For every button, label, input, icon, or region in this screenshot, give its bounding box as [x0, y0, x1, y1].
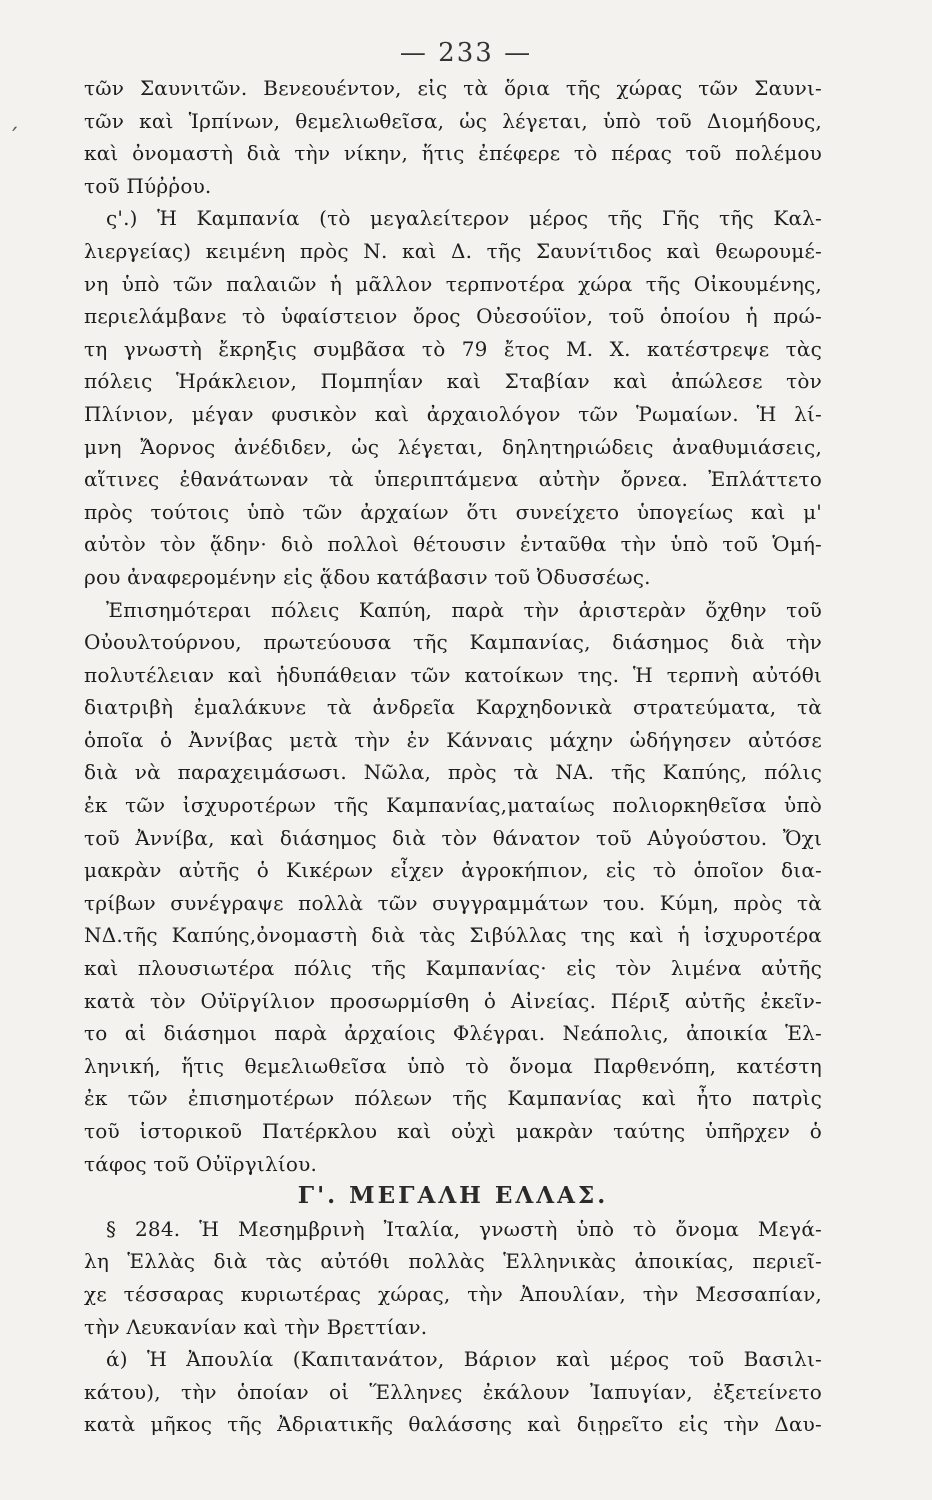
text-line: ΝΔ.τῆς Καπύης,ὀνομαστὴ διὰ τὰς Σιβύλλας της καὶ ἡ ἰσχυροτέρα — [84, 923, 822, 948]
text-line: το αἱ διάσημοι παρὰ ἀρχαίοις Φλέγραι. Νεάπολις, ἀποικία Ἑλ- — [84, 1021, 822, 1046]
text-line: τάφος τοῦ Οὐϊργιλίου. — [84, 1151, 318, 1176]
text-line: πολυτέλειαν καὶ ἡδυπάθειαν τῶν κατοίκων της. Ἡ τερπνὴ αὐτόθι — [84, 662, 822, 687]
text-line: τη γνωστὴ ἔκρηξις συμβᾶσα τὸ 79 ἔτος Μ. Χ. κατέστρεψε τὰς — [84, 336, 822, 361]
text-line: μνη Ἄορνος ἀνέδιδεν, ὡς λέγεται, δηλητηριώδεις ἀναθυμιάσεις, — [84, 434, 822, 459]
text-line: § 284. Ἡ Μεσημβρινὴ Ἰταλία, γνωστὴ ὑπὸ τὸ ὄνομα Μεγά- — [106, 1216, 822, 1241]
text-line: τῶν Σαυνιτῶν. Βενεουέντον, εἰς τὰ ὅρια τῆς χώρας τῶν Σαυνι- — [84, 76, 822, 100]
text-line: τὴν Λευκανίαν καὶ τὴν Βρεττίαν. — [84, 1314, 428, 1339]
text-line: διὰ νὰ παραχειμάσωσι. Νῶλα, πρὸς τὰ ΝΑ. τῆς Καπύης, πόλις — [84, 760, 822, 785]
text-line: ρου ἀναφερομένην εἰς ᾅδου κατάβασιν τοῦ Ὀδυσσέως. — [84, 564, 651, 589]
text-line: λιεργείας) κειμένη πρὸς Ν. καὶ Δ. τῆς Σαυνίτιδος καὶ θεωρουμέ- — [84, 238, 822, 263]
text-line: ὁποῖα ὁ Ἀννίβας μετὰ τὴν ἐν Κάνναις μάχην ὡδήγησεν αὐτόσε — [84, 727, 822, 752]
text-line: ά) Ἡ Ἀπουλία (Καπιτανάτον, Βάριον καὶ μέρος τοῦ Βασιλι- — [106, 1347, 822, 1372]
text-line: χε τέσσαρας κυριωτέρας χώρας, τὴν Ἀπουλίαν, τὴν Μεσσαπίαν, — [84, 1281, 822, 1306]
text-line: κατὰ μῆκος τῆς Ἀδριατικῆς θαλάσσης καὶ διῃρεῖτο εἰς τὴν Δαυ- — [84, 1412, 822, 1437]
text-line: διατριβὴ ἐμαλάκυνε τὰ ἀνδρεῖα Καρχηδονικὰ στρατεύματα, τὰ — [84, 695, 822, 720]
page-number: — 233 — — [399, 38, 533, 68]
text-line: τῶν καὶ Ἱρπίνων, θεμελιωθεῖσα, ὡς λέγεται, ὑπὸ τοῦ Διομήδους, — [84, 108, 822, 133]
text-line: ἐκ τῶν ἰσχυροτέρων τῆς Καμπανίας,ματαίως πολιορκηθεῖσα ὑπὸ — [84, 793, 822, 818]
text-line: ἐκ τῶν ἐπισημοτέρων πόλεων τῆς Καμπανίας καὶ ἦτο πατρὶς — [84, 1086, 822, 1111]
text-line: τρίβων συνέγραψε πολλὰ τῶν συγγραμμάτων του. Κύμη, πρὸς τὰ — [84, 890, 822, 915]
text-line: τοῦ Ἀννίβα, καὶ διάσημος διὰ τὸν θάνατον τοῦ Αὐγούστου. Ὄχι — [84, 825, 822, 850]
text-line: ς'.) Ἡ Καμπανία (τὸ μεγαλείτερον μέρος τῆς Γῆς τῆς Καλ- — [106, 206, 822, 231]
text-line: λη Ἑλλὰς διὰ τὰς αὐτόθι πολλὰς Ἑλληνικὰς ἀποικίας, περιεῖ- — [84, 1249, 822, 1274]
text-line: Οὐουλτούρνου, πρωτεύουσα τῆς Καμπανίας, διάσημος διὰ τὴν — [84, 630, 822, 655]
text-line: Πλίνιον, μέγαν φυσικὸν καὶ ἀρχαιολόγον τῶν Ῥωμαίων. Ἡ λί- — [84, 401, 822, 426]
text-line: περιελάμβανε τὸ ὑφαίστειον ὄρος Οὐεσούϊον, τοῦ ὁποίου ἡ πρώ- — [84, 304, 822, 329]
text-line: μακρὰν αὐτῆς ὁ Κικέρων εἶχεν ἀγροκήπιον, εἰς τὸ ὁποῖον δια- — [84, 858, 822, 883]
text-line: κάτου), τὴν ὁποίαν οἱ Ἕλληνες ἐκάλουν Ἰαπυγίαν, ἐξετείνετο — [84, 1379, 822, 1404]
text-line: πρὸς τούτοις ὑπὸ τῶν ἀρχαίων ὅτι συνείχετο ὑπογείως καὶ μ' — [84, 499, 822, 524]
text-line: αὐτὸν τὸν ᾅδην· διὸ πολλοὶ θέτουσιν ἐνταῦθα τὴν ὑπὸ τοῦ Ὁμή- — [84, 532, 822, 557]
text-line: τοῦ Πύῤῥου. — [84, 173, 212, 198]
text-line: καὶ πλουσιωτέρα πόλις τῆς Καμπανίας· εἰς τὸν λιμένα αὐτῆς — [84, 956, 822, 981]
body-text — [84, 72, 822, 1441]
text-line: νη ὑπὸ τῶν παλαιῶν ἡ μᾶλλον τερπνοτέρα χώρα τῆς Οἰκουμένης, — [84, 271, 822, 296]
text-line: Ἐπισημότεραι πόλεις Καπύη, παρὰ τὴν ἀριστερὰν ὄχθην τοῦ — [106, 597, 822, 622]
margin-mark: ˊ — [8, 126, 19, 151]
text-line: ληνική, ἥτις θεμελιωθεῖσα ὑπὸ τὸ ὄνομα Παρθενόπη, κατέστη — [84, 1053, 822, 1078]
text-line: αἵτινες ἐθανάτωναν τὰ ὑπεριπτάμενα αὐτὴν ὄρνεα. Ἐπλάττετο — [84, 467, 822, 492]
section-heading: Γ'. ΜΕΓΑΛΗ ΕΛΛΑΣ. — [297, 1182, 609, 1210]
text-line: πόλεις Ἡράκλειον, Πομπηΐαν καὶ Σταβίαν καὶ ἀπώλεσε τὸν — [84, 369, 822, 394]
text-line: καὶ ὀνομαστὴ διὰ τὴν νίκην, ἥτις ἐπέφερε τὸ πέρας τοῦ πολέμου — [84, 141, 822, 166]
text-line: κατὰ τὸν Οὐϊργίλιον προσωρμίσθη ὁ Αἰνείας. Πέριξ αὐτῆς ἐκεῖν- — [84, 988, 822, 1013]
text-line: τοῦ ἱστορικοῦ Πατέρκλου καὶ οὐχὶ μακρὰν ταύτης ὑπῆρχεν ὁ — [84, 1119, 822, 1143]
